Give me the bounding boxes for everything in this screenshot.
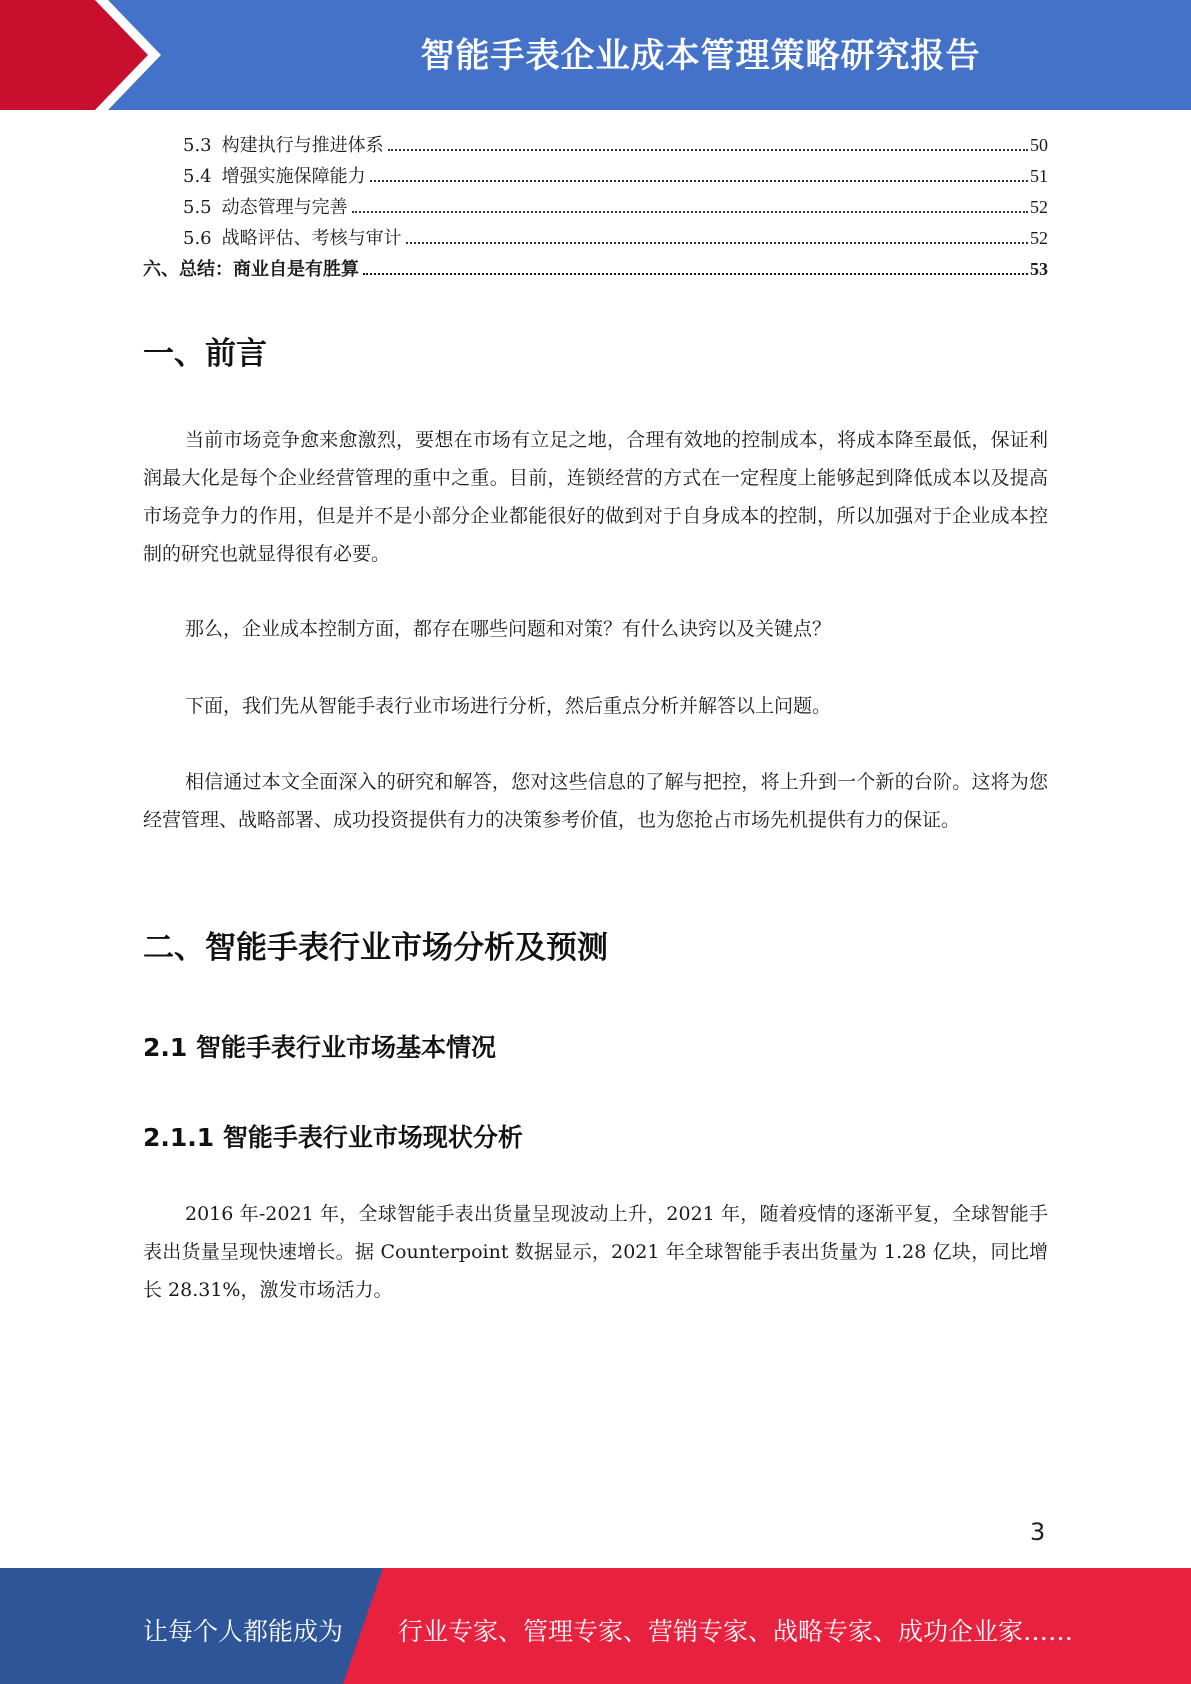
toc-item-page: 52 (1030, 197, 1048, 217)
toc-item[interactable] (143, 130, 1048, 161)
footer-expert-list: 行业专家、管理专家、营销专家、战略专家、成功企业家…… (398, 1617, 1074, 1646)
toc-leader (352, 211, 1028, 213)
header-chevron-icon (0, 0, 200, 110)
toc-item-page: 52 (1030, 228, 1048, 248)
toc-item-label: 构建执行与推进体系 (221, 135, 384, 156)
toc-leader (363, 273, 1028, 275)
paragraph: 相信通过本文全面深入的研究和解答，您对这些信息的了解与把控，将上升到一个新的台阶。这将为您经营管理、战略部署、成功投资提供有力的决策参考价值，也为您抢占市场先机提供有力的保证。 (143, 771, 1048, 831)
toc-item-label: 战略评估、考核与审计 (221, 228, 402, 249)
toc-item[interactable] (143, 223, 1048, 254)
toc-item[interactable] (143, 161, 1048, 192)
toc-item-number: 5.3 (183, 135, 212, 156)
toc-item-page: 51 (1030, 166, 1048, 186)
paragraph: 那么，企业成本控制方面，都存在哪些问题和对策？有什么诀窍以及关键点？ (185, 618, 832, 640)
toc-item-label: 增强实施保障能力 (221, 166, 366, 187)
subsection-heading: 2.1.1 智能手表行业市场现状分析 (143, 1123, 523, 1152)
toc-item-number: 5.5 (183, 197, 212, 218)
toc-leader (370, 180, 1028, 182)
page-number: 3 (1030, 1518, 1046, 1546)
section-heading: 一、前言 (143, 336, 267, 372)
section-heading: 二、智能手表行业市场分析及预测 (143, 930, 608, 966)
table-of-contents (143, 130, 1048, 285)
toc-item-label: 动态管理与完善 (221, 197, 348, 218)
toc-item-label: 六、总结：商业自是有胜算 (143, 259, 359, 280)
toc-item-page: 53 (1030, 259, 1048, 279)
toc-leader (388, 149, 1028, 151)
page-header (0, 0, 1191, 110)
toc-leader (406, 242, 1028, 244)
footer-slogan: 让每个人都能成为 (143, 1617, 344, 1646)
toc-item-number: 5.4 (183, 166, 212, 187)
subsection-heading: 2.1 智能手表行业市场基本情况 (143, 1033, 496, 1062)
toc-item-page: 50 (1030, 135, 1048, 155)
report-title: 智能手表企业成本管理策略研究报告 (420, 36, 981, 76)
toc-item-number: 5.6 (183, 228, 212, 249)
paragraph: 2016 年-2021 年，全球智能手表出货量呈现波动上升，2021 年，随着疫情的逐渐平复，全球智能手表出货量呈现快速增长。据 Counterpoint 数据显示，2021 年全球智能手表出货量为 1.28 亿块，同比增长 28.31%，激发市场活力。 (143, 1203, 1048, 1301)
paragraph: 当前市场竞争愈来愈激烈，要想在市场有立足之地，合理有效地的控制成本，将成本降至最低，保证利润最大化是每个企业经营管理的重中之重。目前，连锁经营的方式在一定程度上能够起到降低成本以及提高市场竞争力的作用，但是并不是小部分企业都能很好的做到对于自身成本的控制，所以加强对于企业成本控制的研究也就显得很有必要。 (143, 429, 1048, 565)
paragraph: 下面，我们先从智能手表行业市场进行分析，然后重点分析并解答以上问题。 (185, 695, 832, 717)
page-footer (0, 1568, 1191, 1684)
toc-item[interactable] (143, 192, 1048, 223)
toc-item[interactable] (143, 254, 1048, 285)
